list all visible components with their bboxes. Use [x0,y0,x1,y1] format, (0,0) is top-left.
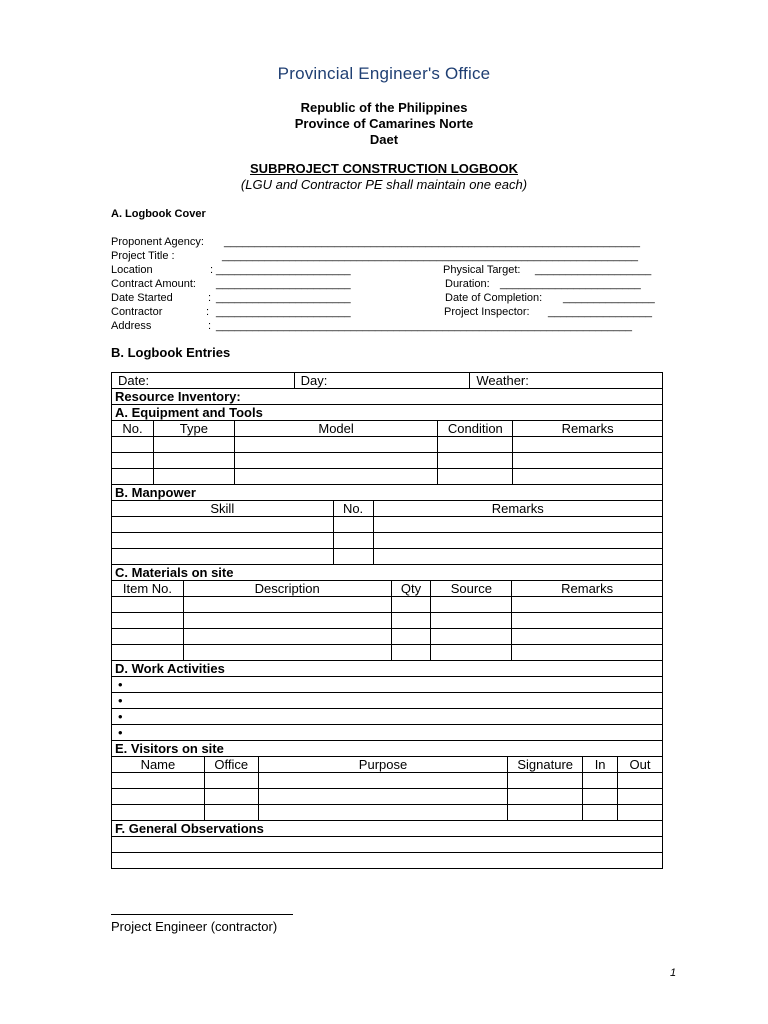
table-row [112,661,663,677]
table-row [112,613,663,629]
contract-amount-field[interactable]: ______________________ [216,278,351,290]
logbook-cover-heading: A. Logbook Cover [111,208,206,220]
project-inspector-label: Project Inspector: [444,306,530,318]
contract-amount-label: Contract Amount: [111,278,196,290]
signature-caption: Project Engineer (contractor) [111,919,278,934]
page-number: 1 [670,967,677,979]
table-row [112,469,663,485]
materials-col-source: Source [431,581,512,596]
table-row [112,821,663,837]
table-row [112,405,663,421]
table-row [112,805,663,821]
table-row [112,725,663,741]
bullet-icon: • [118,693,123,708]
project-title-label: Project Title : [111,250,175,262]
date-of-completion-label: Date of Completion: [445,292,543,304]
visitors-heading: E. Visitors on site [112,741,663,757]
manpower-row[interactable] [112,533,663,549]
manpower-header-row [112,501,663,517]
table-row [112,533,663,549]
materials-row[interactable] [112,629,663,645]
general-observations-heading: F. General Observations [112,821,663,837]
address-label: Address [111,320,152,332]
equipment-heading: A. Equipment and Tools [112,405,663,421]
manpower-col-no: No. [334,501,374,516]
materials-col-remarks: Remarks [561,581,614,596]
visitors-header-row [112,757,663,773]
weather-cell[interactable] [470,373,662,388]
weather-label: Weather: [476,373,529,388]
table-row [112,485,663,501]
manpower-row[interactable] [112,517,663,533]
date-cell[interactable] [112,373,295,388]
address-colon: : [208,320,212,332]
visitors-row[interactable] [112,789,663,805]
contractor-field[interactable]: ______________________ [216,306,351,318]
manpower-col-skill: Skill [112,501,334,516]
manpower-row[interactable] [112,549,663,565]
visitors-row[interactable] [112,805,663,821]
bullet-icon: • [118,677,123,692]
observation-line[interactable] [112,837,663,853]
equipment-row[interactable] [112,469,663,485]
date-started-colon: : [208,292,212,304]
document-title: SUBPROJECT CONSTRUCTION LOGBOOK [250,161,518,176]
document-subtitle: (LGU and Contractor PE shall maintain one each) [240,177,528,192]
table-row [112,773,663,789]
equipment-col-remarks: Remarks [561,421,614,436]
materials-header-row [112,581,663,597]
materials-col-item-no: Item No. [112,581,184,596]
table-row [112,677,663,693]
table-row [112,549,663,565]
table-row [112,709,663,725]
table-row [112,453,663,469]
materials-col-qty: Qty [392,581,432,596]
visitors-col-signature: Signature [508,757,583,772]
bullet-icon: • [118,725,123,740]
table-row [112,837,663,853]
date-of-completion-field[interactable]: _______________ [563,292,655,304]
equipment-col-no: No. [112,421,154,436]
manpower-col-remarks: Remarks [491,501,544,516]
location-label: Location [111,264,153,276]
duration-field[interactable]: _______________________ [500,278,641,290]
visitors-col-purpose: Purpose [259,757,509,772]
visitors-col-office: Office [205,757,259,772]
location-colon: : [210,264,214,276]
materials-heading: C. Materials on site [112,565,663,581]
contractor-colon: : [206,306,210,318]
contractor-label: Contractor [111,306,163,318]
date-started-label: Date Started [111,292,173,304]
logbook-entries-heading: B. Logbook Entries [111,345,231,360]
date-day-weather-row [112,373,663,389]
table-row [112,757,663,773]
table-row [112,693,663,709]
date-started-field[interactable]: ______________________ [216,292,351,304]
materials-col-description: Description [184,581,392,596]
proponent-agency-field[interactable]: ____________________________________________________________________ [224,236,641,248]
equipment-col-type: Type [154,421,235,436]
work-activity-item[interactable] [112,709,663,725]
table-row [112,517,663,533]
header-municipality: Daet [369,132,399,147]
materials-row[interactable] [112,645,663,661]
table-row [112,853,663,869]
equipment-row[interactable] [112,437,663,453]
equipment-header-row [112,421,663,437]
visitors-col-name: Name [112,757,205,772]
project-title-field[interactable]: ____________________________________________________________________ [222,250,639,262]
header-province: Province of Camarines Norte [294,116,474,131]
day-label: Day: [300,373,328,388]
table-row [112,741,663,757]
visitors-col-in: In [583,757,618,772]
table-row [112,581,663,597]
address-field[interactable]: ____________________________________________________________________ [216,320,633,332]
table-row [112,437,663,453]
work-activity-item[interactable] [112,725,663,741]
manpower-heading: B. Manpower [112,485,663,501]
table-row [112,389,663,405]
visitors-row[interactable] [112,773,663,789]
work-activity-item[interactable] [112,693,663,709]
equipment-col-condition: Condition [438,421,513,436]
table-row [112,565,663,581]
date-label: Date: [118,373,150,388]
physical-target-field[interactable]: ___________________ [535,264,652,276]
table-row [112,373,663,389]
resource-inventory-heading: Resource Inventory: [112,389,663,405]
materials-row[interactable] [112,613,663,629]
work-activities-heading: D. Work Activities [112,661,663,677]
location-field[interactable]: ______________________ [216,264,351,276]
physical-target-label: Physical Target: [443,264,521,276]
table-row [112,597,663,613]
header-country: Republic of the Philippines [300,100,468,115]
equipment-row[interactable] [112,453,663,469]
day-cell[interactable] [295,373,471,388]
signature-line[interactable] [111,914,293,915]
table-row [112,645,663,661]
table-row [112,501,663,517]
table-row [112,421,663,437]
duration-label: Duration: [445,278,490,290]
logbook-entries-table [111,372,663,869]
observation-line[interactable] [112,853,663,869]
visitors-col-out: Out [629,757,651,772]
office-title: Provincial Engineer's Office [277,64,491,83]
materials-row[interactable] [112,597,663,613]
bullet-icon: • [118,709,123,724]
proponent-agency-label: Proponent Agency: [111,236,204,248]
work-activity-item[interactable] [112,677,663,693]
equipment-col-model: Model [235,421,439,436]
table-row [112,789,663,805]
table-row [112,629,663,645]
project-inspector-field[interactable]: _________________ [548,306,653,318]
